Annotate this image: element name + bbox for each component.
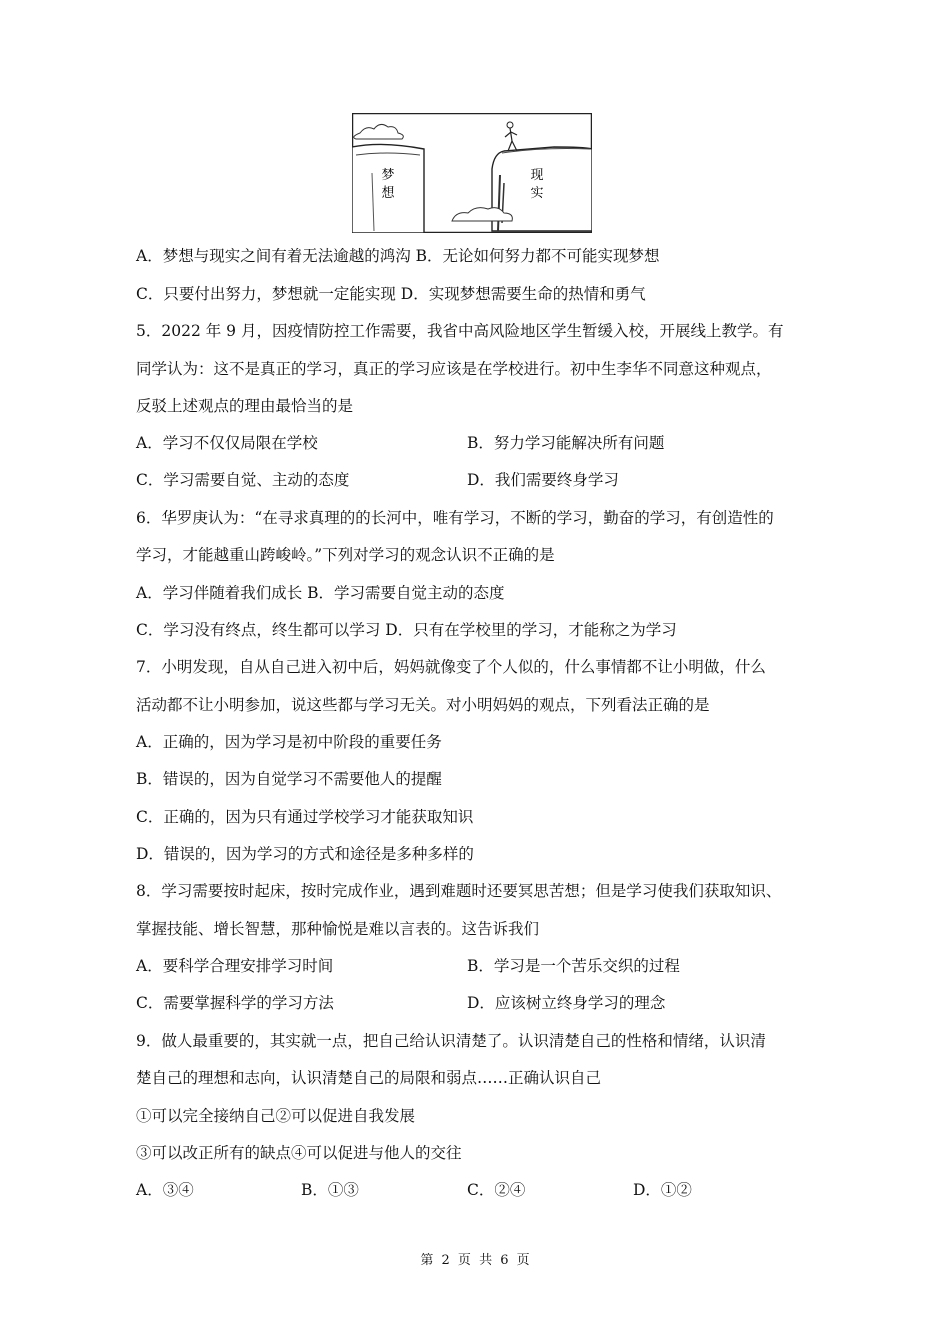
q7-option-c: C．正确的，因为只有通过学校学习才能获取知识	[136, 808, 474, 826]
q9-stem-line-1: 9．做人最重要的，其实就一点，把自己给认识清楚了。认识清楚自己的性格和情绪，认识清	[136, 1032, 766, 1050]
q7-option-b: B．错误的，因为自觉学习不需要他人的提醒	[136, 770, 442, 788]
reality-label-2: 实	[530, 186, 544, 201]
q8-option-d: D．应该树立终身学习的理念	[467, 994, 666, 1012]
cliff-cartoon	[352, 113, 592, 233]
q5-option-b: B．努力学习能解决所有问题	[467, 434, 665, 452]
footer-page-number: 2	[441, 1253, 450, 1268]
q6-options-cd: C．学习没有终点，终生都可以学习 D．只有在学校里的学习，才能称之为学习	[136, 621, 677, 639]
q5-option-c: C．学习需要自觉、主动的态度	[136, 471, 350, 489]
q8-option-row-2	[136, 993, 666, 1013]
q9-stem-line-2: 楚自己的理想和志向，认识清楚自己的局限和弱点……正确认识自己	[136, 1069, 602, 1087]
q8-option-b: B．学习是一个苦乐交织的过程	[467, 957, 680, 975]
footer-total-pages: 6	[500, 1253, 509, 1268]
q6-options-ab: A．学习伴随着我们成长 B．学习需要自觉主动的态度	[136, 584, 505, 602]
footer-ye1: 页	[457, 1253, 471, 1268]
q7-option-a: A．正确的，因为学习是初中阶段的重要任务	[136, 733, 442, 751]
reality-label-1: 现	[530, 168, 544, 183]
footer-ye2: 页	[516, 1253, 530, 1268]
q7-option-d: D．错误的，因为学习的方式和途径是多种多样的	[136, 845, 474, 863]
q4-options-cd: C．只要付出努力，梦想就一定能实现 D．实现梦想需要生命的热情和勇气	[136, 285, 646, 303]
q4-options-ab: A．梦想与现实之间有着无法逾越的鸿沟 B．无论如何努力都不可能实现梦想	[136, 247, 660, 265]
q5-stem-line-3: 反驳上述观点的理由最恰当的是	[136, 397, 354, 415]
dream-reality-illustration	[352, 113, 592, 233]
q5-option-a: A．学习不仅仅局限在学校	[136, 434, 318, 452]
q9-option-d: D．①②	[633, 1181, 692, 1199]
q9-items-1: ①可以完全接纳自己②可以促进自我发展	[136, 1107, 416, 1125]
footer-gong: 共	[479, 1253, 493, 1268]
q7-stem-line-2: 活动都不让小明参加，说这些都与学习无关。对小明妈妈的观点，下列看法正确的是	[136, 696, 710, 714]
q9-option-a: A．③④	[136, 1181, 194, 1199]
footer-di: 第	[420, 1253, 434, 1268]
q6-stem-line-2: 学习，才能越重山跨峻岭。”下列对学习的观念认识不正确的是	[136, 546, 555, 564]
q8-stem-line-1: 8．学习需要按时起床，按时完成作业，遇到难题时还要冥思苦想；但是学习使我们获取知识、	[136, 882, 782, 900]
q5-stem-line-2: 同学认为：这不是真正的学习，真正的学习应该是在学校进行。初中生李华不同意这种观点，	[136, 360, 772, 378]
q5-stem-line-1: 5．2022 年 9 月，因疫情防控工作需要，我省中高风险地区学生暂缓入校，开展线上教学。有	[136, 322, 784, 340]
q8-option-c: C．需要掌握科学的学习方法	[136, 994, 334, 1012]
q8-stem-line-2: 掌握技能、增长智慧，那种愉悦是难以言表的。这告诉我们	[136, 920, 540, 938]
dream-label-2: 想	[381, 186, 395, 201]
q9-option-c: C．②④	[467, 1181, 526, 1199]
q6-stem-line-1: 6．华罗庚认为：“在寻求真理的的长河中，唯有学习，不断的学习，勤奋的学习，有创造性的	[136, 509, 774, 527]
dream-label-1: 梦	[381, 168, 395, 183]
q8-option-a: A．要科学合理安排学习时间	[136, 957, 334, 975]
q9-options-row	[136, 1180, 692, 1200]
q7-stem-line-1: 7．小明发现，自从自己进入初中后，妈妈就像变了个人似的，什么事情都不让小明做，什么	[136, 658, 766, 676]
q5-option-row-1	[136, 433, 665, 453]
q9-items-2: ③可以改正所有的缺点④可以促进与他人的交往	[136, 1144, 462, 1162]
page-footer	[0, 1249, 950, 1268]
q8-option-row-1	[136, 956, 680, 976]
q5-option-row-2	[136, 470, 619, 490]
q5-option-d: D．我们需要终身学习	[467, 471, 619, 489]
q9-option-b: B．①③	[301, 1181, 359, 1199]
